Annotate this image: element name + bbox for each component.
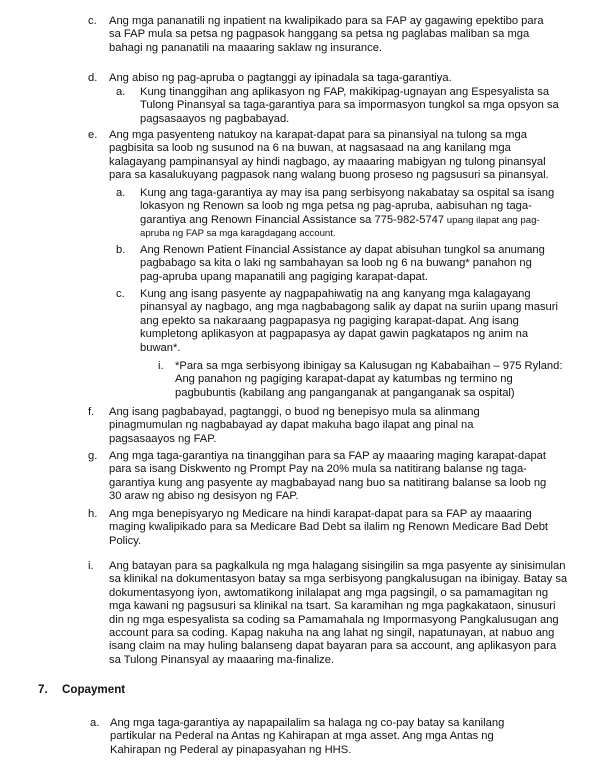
list-text: Ang mga pasyenteng natukoy na karapat-dapat para sa pinansiyal na tulong sa mga pagbisita sa loob ng susunod na 6 na buwan, at nagsasaad na ang kanilang mga kalagayang pampinansyal ay hindi nagbago, ay maaaring mabigyan ng tulong pinansyal para sa kasalukuyang pagpasok nang walang buong proseso ng pagsusuri sa pinansyal. — [109, 129, 549, 182]
list-label: a. — [90, 717, 100, 729]
list-text-small: upang ilapat ang pag- apruba ng FAP sa mga karagdagang account. — [140, 214, 540, 240]
list-item — [116, 86, 596, 126]
list-text — [140, 187, 554, 241]
list-label: d. — [88, 72, 98, 84]
list-text: Kung tinanggihan ang aplikasyon ng FAP, makikipag-ugnayan ang Espesyalista sa Tulong Pinansyal sa taga-garantiya para sa impormasyon tungkol sa mga opsyon sa pagsasaayos ng pagbabayad. — [140, 86, 559, 125]
list-text: Kung ang isang pasyente ay nagpapahiwatig na ang kanyang mga kalagayang pinansyal ay nagbago, ang mga nagbabagong salik ay dapat na suriin upang masuri ang epekto sa nakaraang pagpapasya ng pagiging karapat-dapat. Ang isang kumpletong aplikasyon at pagpapasya ay dapat gawin pagkatapos ng anim na buwan*. — [140, 288, 558, 354]
list-text: Ang Renown Patient Financial Assistance ay dapat abisuhan tungkol sa anumang pagbabago sa kita o laki ng sambahayan sa loob ng 6 na buwang* panahon ng pag-apruba upang mapanatili ang pagiging karapat-dapat. — [140, 244, 545, 283]
list-item — [88, 15, 593, 55]
list-text: Ang isang pagbabayad, pagtanggi, o buod ng benepisyo mula sa alinmang pinagmumulan ng nagbabayad ay dapat makuha bago ilapat ang pinal na pagsasaayos ng FAP. — [109, 406, 480, 445]
list-label: i. — [158, 360, 164, 372]
list-text: Ang abiso ng pag-apruba o pagtanggi ay ipinadala sa taga-garantiya. — [109, 72, 452, 84]
list-label: g. — [88, 450, 98, 462]
list-label: i. — [88, 560, 94, 572]
list-label: c. — [116, 288, 125, 300]
list-text: Ang mga taga-garantiya ay napapailalim sa halaga ng co-pay batay sa kanilang partikular na Pederal na Antas ng Kahirapan at mga asset. Ang mga Antas ng Kahirapan ng Pederal ay pinapasyahan ng HHS. — [110, 717, 505, 756]
list-item — [88, 129, 593, 183]
list-item — [90, 717, 595, 757]
list-text: *Para sa mga serbisyong ibinigay sa Kalusugan ng Kababaihan – 975 Ryland: Ang panahon ng pagiging karapat-dapat ay katumbas ng termino ng pagbubuntis (kabilang ang panganganak at panganganak sa ospital) — [175, 360, 563, 399]
list-label: e. — [88, 129, 98, 141]
list-item — [88, 508, 593, 548]
list-item — [116, 288, 596, 355]
list-item — [116, 244, 596, 284]
list-text: Ang mga benepisyaryo ng Medicare na hindi karapat-dapat para sa FAP ay maaaring maging kwalipikado para sa Medicare Bad Debt sa ilalim ng Renown Medicare Bad Debt Policy. — [109, 508, 549, 547]
list-item — [116, 187, 596, 241]
list-label: c. — [88, 15, 97, 27]
list-text: Ang mga taga-garantiya na tinanggihan para sa FAP ay maaaring maging karapat-dapat para sa isang Diskwento ng Prompt Pay na 20% mula sa natitirang balanse ng taga- garantiya kung ang pasyente ay magbabayad nang buo sa natitirang balanse sa loob ng 30 araw ng abiso ng desisyon ng FAP. — [109, 450, 547, 503]
list-label: a. — [116, 187, 126, 199]
section-title: Copayment — [62, 683, 126, 696]
list-label: b. — [116, 244, 126, 256]
list-text-main: Kung ang taga-garantiya ay may isa pang serbisyong nakabatay sa ospital sa isang lokasyon ng Renown sa loob ng mga petsa ng pag-apruba, aabisuhan ng taga- garantiya ang Renown Financial Assistance sa 775-982-5747 — [140, 187, 555, 226]
list-label: h. — [88, 508, 98, 520]
list-item — [88, 72, 593, 85]
section-number: 7. — [38, 683, 48, 696]
list-label: a. — [116, 86, 126, 98]
list-label: f. — [88, 406, 95, 418]
list-text: Ang mga pananatili ng inpatient na kwalipikado para sa FAP ay gagawing epektibo para sa FAP mula sa petsa ng pagpasok hanggang sa petsa ng paglabas maliban sa mga bahagi ng pananatili na maaaring saklaw ng insurance. — [109, 15, 544, 54]
list-item — [158, 360, 598, 400]
list-item — [88, 406, 593, 446]
list-text: Ang batayan para sa pagkalkula ng mga halagang sisingilin sa mga pasyente ay sinisimulan sa klinikal na dokumentasyon batay sa mga serbisyong pangkalusugan na ibinigay. Batay sa dokumentasyong iyon, awtomatikong inilalapat ang mga pagsingil, o sa pamamagitan ng mga kawani ng pagsusuri sa klinikal na tsart. Sa karamihan ng mga pagkakataon, sinusuri din ng mga espesyalista sa coding sa Pamamahala ng Impormasyong Pangkalusugan ang account para sa coding. Kapag nakuha na ang lahat ng singil, napatunayan, at nabuo ang isang claim na may huling balanseng dapat bayaran para sa account, ang aplikasyon para sa Tulong Pinansyal ay maaaring ma-finalize. — [109, 560, 568, 666]
section-heading — [38, 683, 125, 696]
list-item — [88, 450, 593, 504]
list-item — [88, 560, 598, 667]
